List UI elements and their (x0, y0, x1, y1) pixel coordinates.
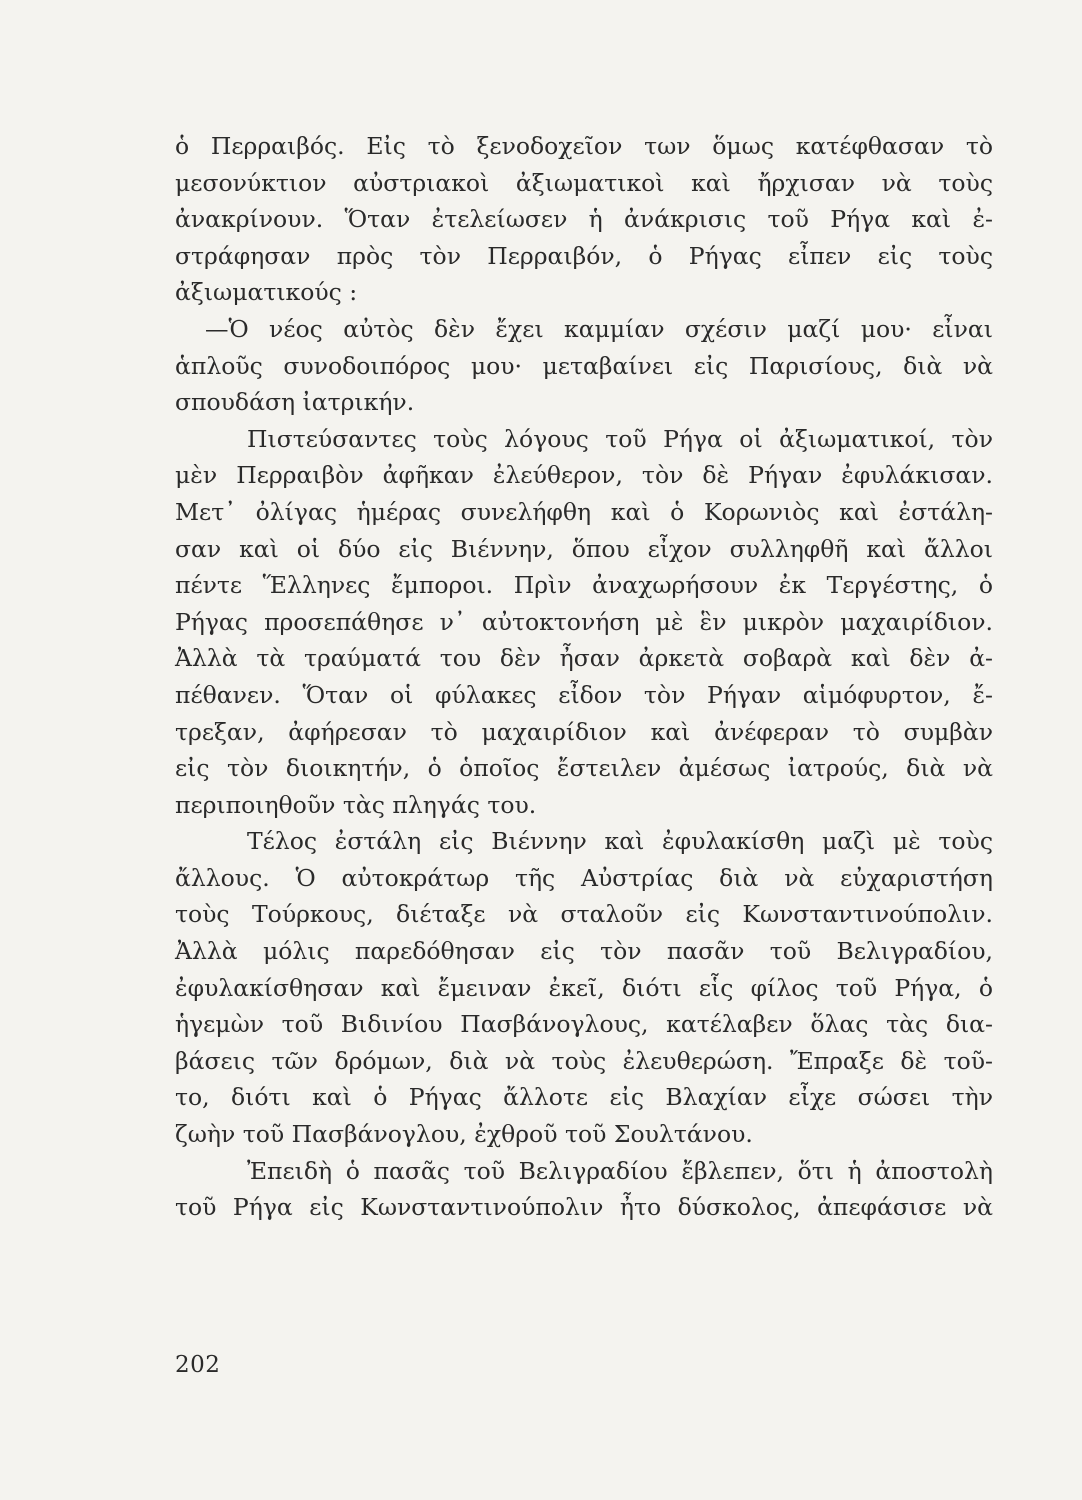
text-line: ζωὴν τοῦ Πασβάνογλου, ἐχθροῦ τοῦ Σουλτάνου. (175, 1120, 753, 1149)
text-line: ἁπλοῦς συνοδοιπόρος μου· μεταβαίνει εἰς Παρισίους, διὰ νὰ (175, 351, 993, 380)
body-text (175, 128, 993, 1226)
text-line: περιποιηθοῦν τὰς πληγάς του. (175, 790, 537, 819)
text-line: το, διότι καὶ ὁ Ρήγας ἄλλοτε εἰς Βλαχίαν εἶχε σώσει τὴν (175, 1083, 993, 1112)
text-line: στράφησαν πρὸς τὸν Περραιβόν, ὁ Ρήγας εἶπεν εἰς τοὺς (175, 241, 993, 270)
text-line: σπουδάση ἰατρικήν. (175, 388, 415, 417)
text-line: ὁ Περραιβός. Εἰς τὸ ξενοδοχεῖον των ὅμως κατέφθασαν τὸ (175, 132, 993, 160)
text-line: σαν καὶ οἱ δύο εἰς Βιέννην, ὅπου εἶχον συλληφθῆ καὶ ἄλλοι (175, 534, 993, 563)
text-line: Πιστεύσαντες τοὺς λόγους τοῦ Ρήγα οἱ ἀξιωματικοί, τὸν (247, 424, 993, 453)
text-line: πέθανεν. Ὅταν οἱ φύλακες εἶδον τὸν Ρήγαν αἱμόφυρτον, ἔ- (175, 680, 993, 709)
page-number: 202 (175, 1352, 221, 1378)
text-line: τρεξαν, ἀφήρεσαν τὸ μαχαιρίδιον καὶ ἀνέφεραν τὸ συμβὰν (175, 717, 993, 746)
text-line: εἰς τὸν διοικητήν, ὁ ὁποῖος ἔστειλεν ἀμέσως ἰατρούς, διὰ νὰ (175, 754, 993, 783)
text-line: ἀνακρίνουν. Ὅταν ἐτελείωσεν ἡ ἀνάκρισις τοῦ Ρήγα καὶ ἐ- (175, 205, 993, 234)
text-line: βάσεις τῶν δρόμων, διὰ νὰ τοὺς ἐλευθερώση. Ἔπραξε δὲ τοῦ- (175, 1046, 993, 1075)
text-line: —Ὁ νέος αὐτὸς δὲν ἔχει καμμίαν σχέσιν μαζί μου· εἶναι (205, 314, 993, 343)
text-line: Ἀλλὰ μόλις παρεδόθησαν εἰς τὸν πασᾶν τοῦ Βελιγραδίου, (175, 937, 993, 966)
text-line: Ἐπειδὴ ὁ πασᾶς τοῦ Βελιγραδίου ἔβλεπεν, ὅτι ἡ ἀποστολὴ (247, 1156, 993, 1185)
text-line: Μετ᾽ ὀλίγας ἡμέρας συνελήφθη καὶ ὁ Κορωνιὸς καὶ ἐστάλη- (175, 497, 993, 526)
text-line: Τέλος ἐστάλη εἰς Βιέννην καὶ ἐφυλακίσθη μαζὶ μὲ τοὺς (247, 827, 993, 856)
text-line: Ρήγας προσεπάθησε ν᾽ αὐτοκτονήση μὲ ἓν μικρὸν μαχαιρίδιον. (175, 607, 993, 636)
text-line: τοῦ Ρήγα εἰς Κωνσταντινούπολιν ἦτο δύσκολος, ἀπεφάσισε νὰ (175, 1193, 993, 1222)
text-line: Ἀλλὰ τὰ τραύματά του δὲν ἦσαν ἀρκετὰ σοβαρὰ καὶ δὲν ἀ- (175, 644, 993, 673)
text-line: μὲν Περραιβὸν ἀφῆκαν ἐλεύθερον, τὸν δὲ Ρήγαν ἐφυλάκισαν. (175, 461, 993, 490)
text-line: ἀξιωματικούς : (175, 278, 358, 307)
text-line: τοὺς Τούρκους, διέταξε νὰ σταλοῦν εἰς Κωνσταντινούπολιν. (175, 900, 993, 929)
text-line: ἐφυλακίσθησαν καὶ ἔμειναν ἐκεῖ, διότι εἷς φίλος τοῦ Ρήγα, ὁ (175, 973, 993, 1002)
text-line: ἡγεμὼν τοῦ Βιδινίου Πασβάνογλους, κατέλαβεν ὅλας τὰς δια- (175, 1010, 993, 1039)
text-line: πέντε Ἕλληνες ἔμποροι. Πρὶν ἀναχωρήσουν ἐκ Τεργέστης, ὁ (175, 571, 993, 600)
text-line: μεσονύκτιον αὐστριακοὶ ἀξιωματικοὶ καὶ ἤρχισαν νὰ τοὺς (175, 168, 993, 197)
text-line: ἄλλους. Ὁ αὐτοκράτωρ τῆς Αὐστρίας διὰ νὰ εὐχαριστήση (175, 863, 993, 892)
